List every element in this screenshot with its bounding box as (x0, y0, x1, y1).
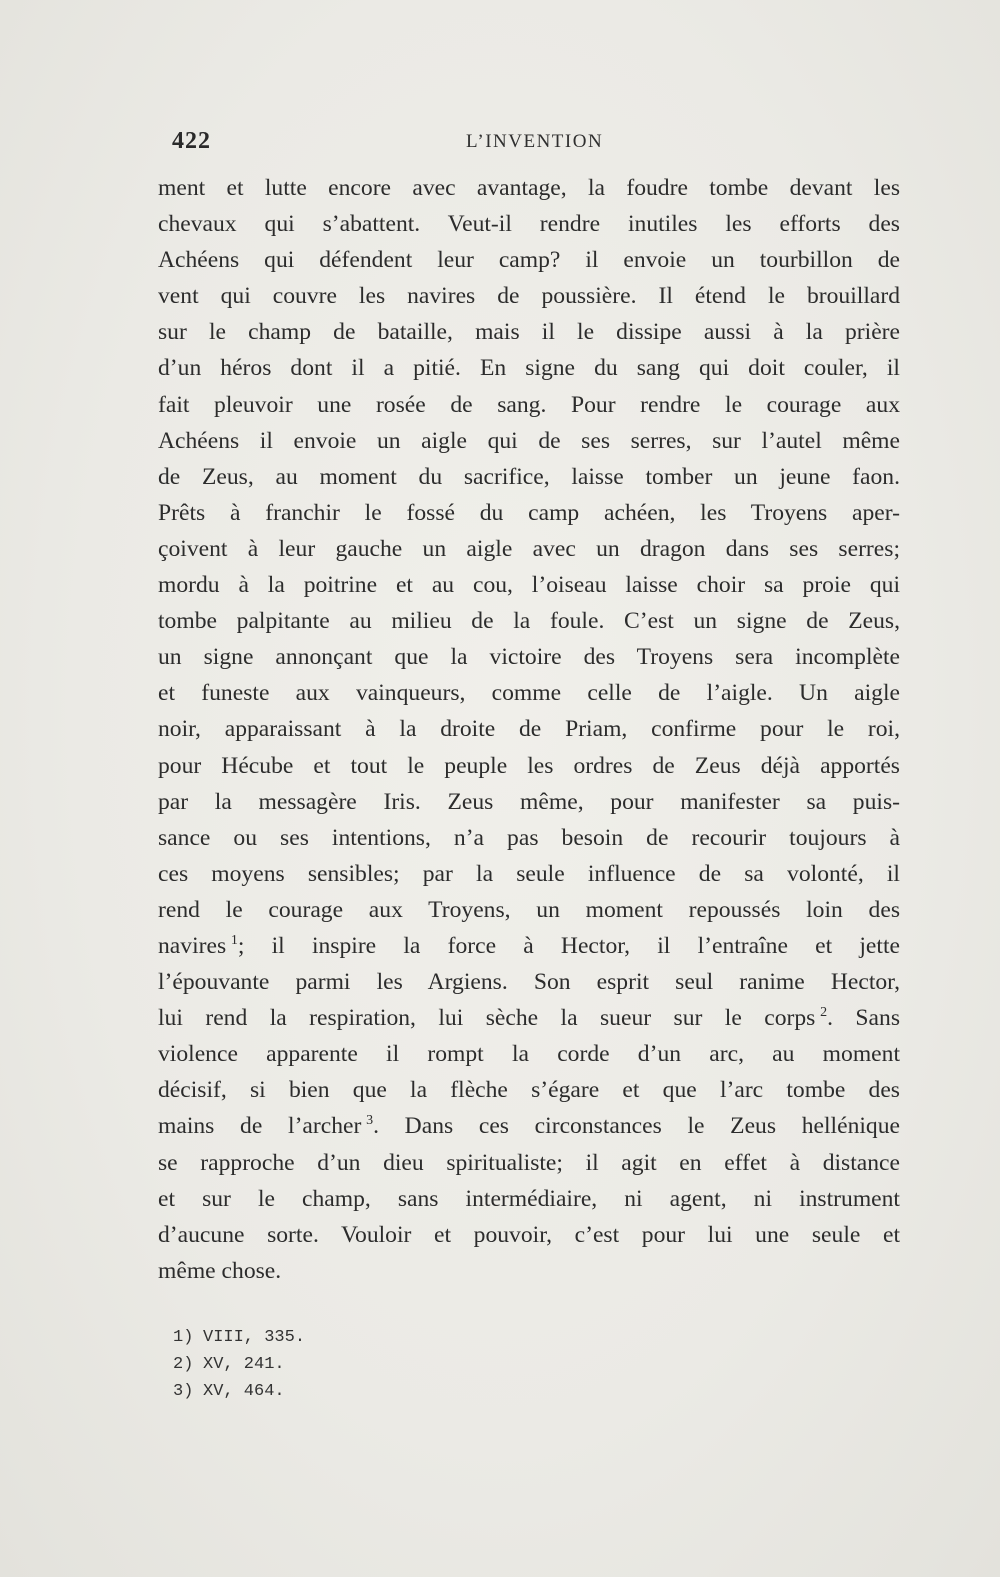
text-line (158, 928, 900, 964)
text-line: même chose. (158, 1257, 282, 1284)
footnote (173, 1351, 305, 1378)
text-line: ment et lutte encore avec avantage, la foudre tombe devant les (158, 175, 900, 201)
text-line: mordu à la poitrine et au cou, l’oiseau laisse choir sa proie qui (158, 572, 900, 599)
text-line: noir, apparaissant à la droite de Priam, confirme pour le roi, (158, 716, 900, 743)
line-text: mains de l’archer (158, 1113, 362, 1140)
text-line: çoivent à leur gauche un aigle avec un dragon dans ses serres; (158, 535, 900, 562)
text-line: et sur le champ, sans intermédiaire, ni agent, ni instrument (158, 1185, 900, 1212)
text-line: l’épouvante parmi les Argiens. Son esprit seul ranime Hector, (158, 969, 900, 996)
footnote-text: XV, 241. (203, 1355, 285, 1374)
line-text: navires (158, 932, 227, 959)
text-line: Achéens il envoie un aigle qui de ses serres, sur l’autel même (158, 427, 900, 454)
text-line: sur le champ de bataille, mais il le dissipe aussi à la prière (158, 319, 900, 346)
text-line: d’aucune sorte. Vouloir et pouvoir, c’est pour lui une seule et (158, 1221, 900, 1248)
text-line: sance ou ses intentions, n’a pas besoin de recourir toujours à (158, 824, 900, 851)
footnote-reference: 2 (820, 1005, 828, 1021)
footnote-text: XV, 464. (203, 1382, 285, 1401)
footnote-number: 3) (173, 1382, 194, 1401)
text-line: et funeste aux vainqueurs, comme celle de l’aigle. Un aigle (158, 680, 900, 707)
text-line: tombe palpitante au milieu de la foule. C’est un signe de Zeus, (158, 608, 900, 635)
text-line (158, 1108, 900, 1144)
footnote-text: VIII, 335. (203, 1328, 306, 1347)
text-line: chevaux qui s’abattent. Veut-il rendre inutiles les efforts des (158, 211, 900, 238)
text-line: vent qui couvre les navires de poussière. Il étend le brouillard (158, 283, 900, 310)
text-line: violence apparente il rompt la corde d’un arc, au moment (158, 1041, 900, 1068)
text-line: Achéens qui défendent leur camp? il envoie un tourbillon de (158, 247, 900, 274)
footnote (173, 1324, 305, 1351)
line-text: . Dans ces circonstances le Zeus hellénique (373, 1113, 900, 1140)
text-line: Prêts à franchir le fossé du camp achéen, les Troyens aper- (158, 499, 900, 526)
footnote (173, 1378, 305, 1405)
running-title: L’INVENTION (466, 131, 604, 152)
text-line: par la messagère Iris. Zeus même, pour manifester sa puis- (158, 788, 900, 815)
text-line: décisif, si bien que la flèche s’égare et que l’arc tombe des (158, 1077, 900, 1104)
text-line: rend le courage aux Troyens, un moment repoussés loin des (158, 896, 900, 923)
text-line: pour Hécube et tout le peuple les ordres de Zeus déjà apportés (158, 752, 900, 779)
text-line: d’un héros dont il a pitié. En signe du sang qui doit couler, il (158, 355, 900, 382)
line-text: ; il inspire la force à Hector, il l’entraîne et jette (237, 932, 900, 959)
page-number: 422 (172, 128, 211, 154)
line-text: . Sans (827, 1005, 900, 1032)
text-line: de Zeus, au moment du sacrifice, laisse tomber un jeune faon. (158, 463, 900, 490)
text-line: se rapproche d’un dieu spiritualiste; il agit en effet à distance (158, 1149, 900, 1176)
text-line: un signe annonçant que la victoire des Troyens sera incomplète (158, 644, 900, 671)
text-line: ces moyens sensibles; par la seule influence de sa volonté, il (158, 860, 900, 887)
body-text (158, 170, 900, 1289)
text-line: fait pleuvoir une rosée de sang. Pour rendre le courage aux (158, 391, 900, 418)
footnotes (173, 1324, 305, 1405)
line-text: lui rend la respiration, lui sèche la sueur sur le corps (158, 1005, 816, 1032)
running-head (172, 128, 612, 162)
text-line (158, 1000, 900, 1036)
footnote-reference: 3 (366, 1113, 374, 1129)
footnote-number: 1) (173, 1328, 194, 1347)
footnote-number: 2) (173, 1355, 194, 1374)
footnote-reference: 1 (230, 933, 238, 949)
